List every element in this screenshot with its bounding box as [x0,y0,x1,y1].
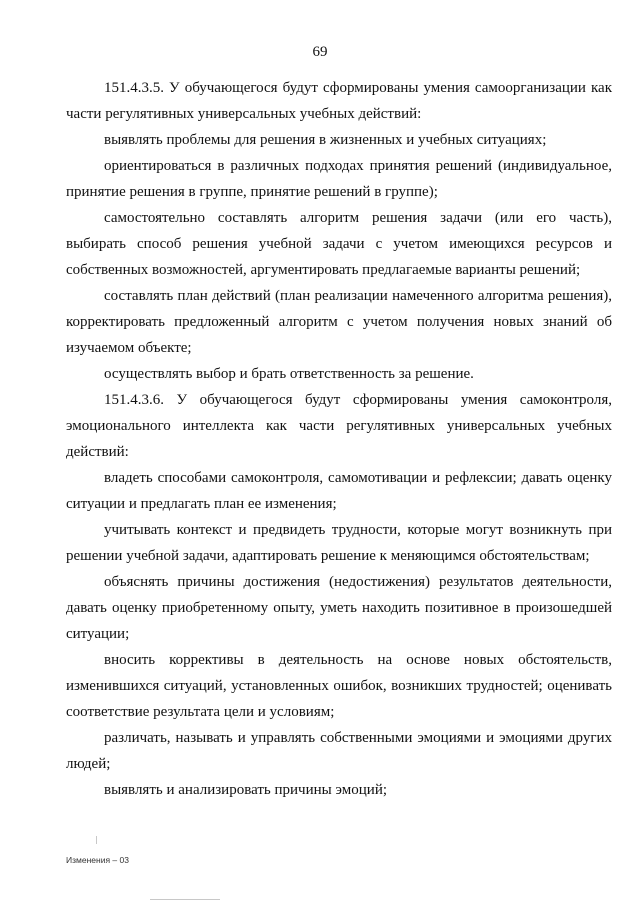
footer-revision: Изменения – 03 [66,855,129,865]
paragraph-item: учитывать контекст и предвидеть трудности, которые могут возникнуть при решении учебной задачи, адаптировать решение к меняющимся обстоятельствам; [66,522,612,564]
paragraph-item: вносить коррективы в деятельность на основе новых обстоятельств, изменившихся ситуаций, установленных ошибок, возникших трудностей; оценивать соответствие результата цели и условиям; [66,652,612,720]
page-number: 69 [312,44,328,60]
paragraph-item: выявлять и анализировать причины эмоций; [104,782,388,798]
document-body [66,75,612,803]
paragraph-item: составлять план действий (план реализации намеченного алгоритма решения), корректировать предложенный алгоритм с учетом получения новых знаний об изучаемом объекте; [66,288,612,356]
paragraph-item: объяснять причины достижения (недостижения) результатов деятельности, давать оценку приобретенному опыту, уметь находить позитивное в произошедшей ситуации; [66,574,612,642]
paragraph-item: владеть способами самоконтроля, самомотивации и рефлексии; давать оценку ситуации и предлагать план ее изменения; [66,470,612,512]
scan-artifact [96,836,97,844]
paragraph-item: выявлять проблемы для решения в жизненных и учебных ситуациях; [104,132,547,148]
paragraph-151-4-3-6-intro: 151.4.3.6. У обучающегося будут сформированы умения самоконтроля, эмоционального интеллекта как части регулятивных универсальных учебных действий: [66,392,612,460]
scan-artifact [150,899,220,900]
paragraph-item: ориентироваться в различных подходах принятия решений (индивидуальное, принятие решения в группе, принятие решений в группе); [66,158,612,200]
paragraph-item: самостоятельно составлять алгоритм решения задачи (или его часть), выбирать способ решения учебной задачи с учетом имеющихся ресурсов и собственных возможностей, аргументировать предлагаемые варианты решений; [66,210,612,278]
paragraph-item: различать, называть и управлять собственными эмоциями и эмоциями других людей; [66,730,612,772]
paragraph-item: осуществлять выбор и брать ответственность за решение. [104,366,474,382]
paragraph-151-4-3-5-intro: 151.4.3.5. У обучающегося будут сформированы умения самоорганизации как части регулятивных универсальных учебных действий: [66,80,612,122]
